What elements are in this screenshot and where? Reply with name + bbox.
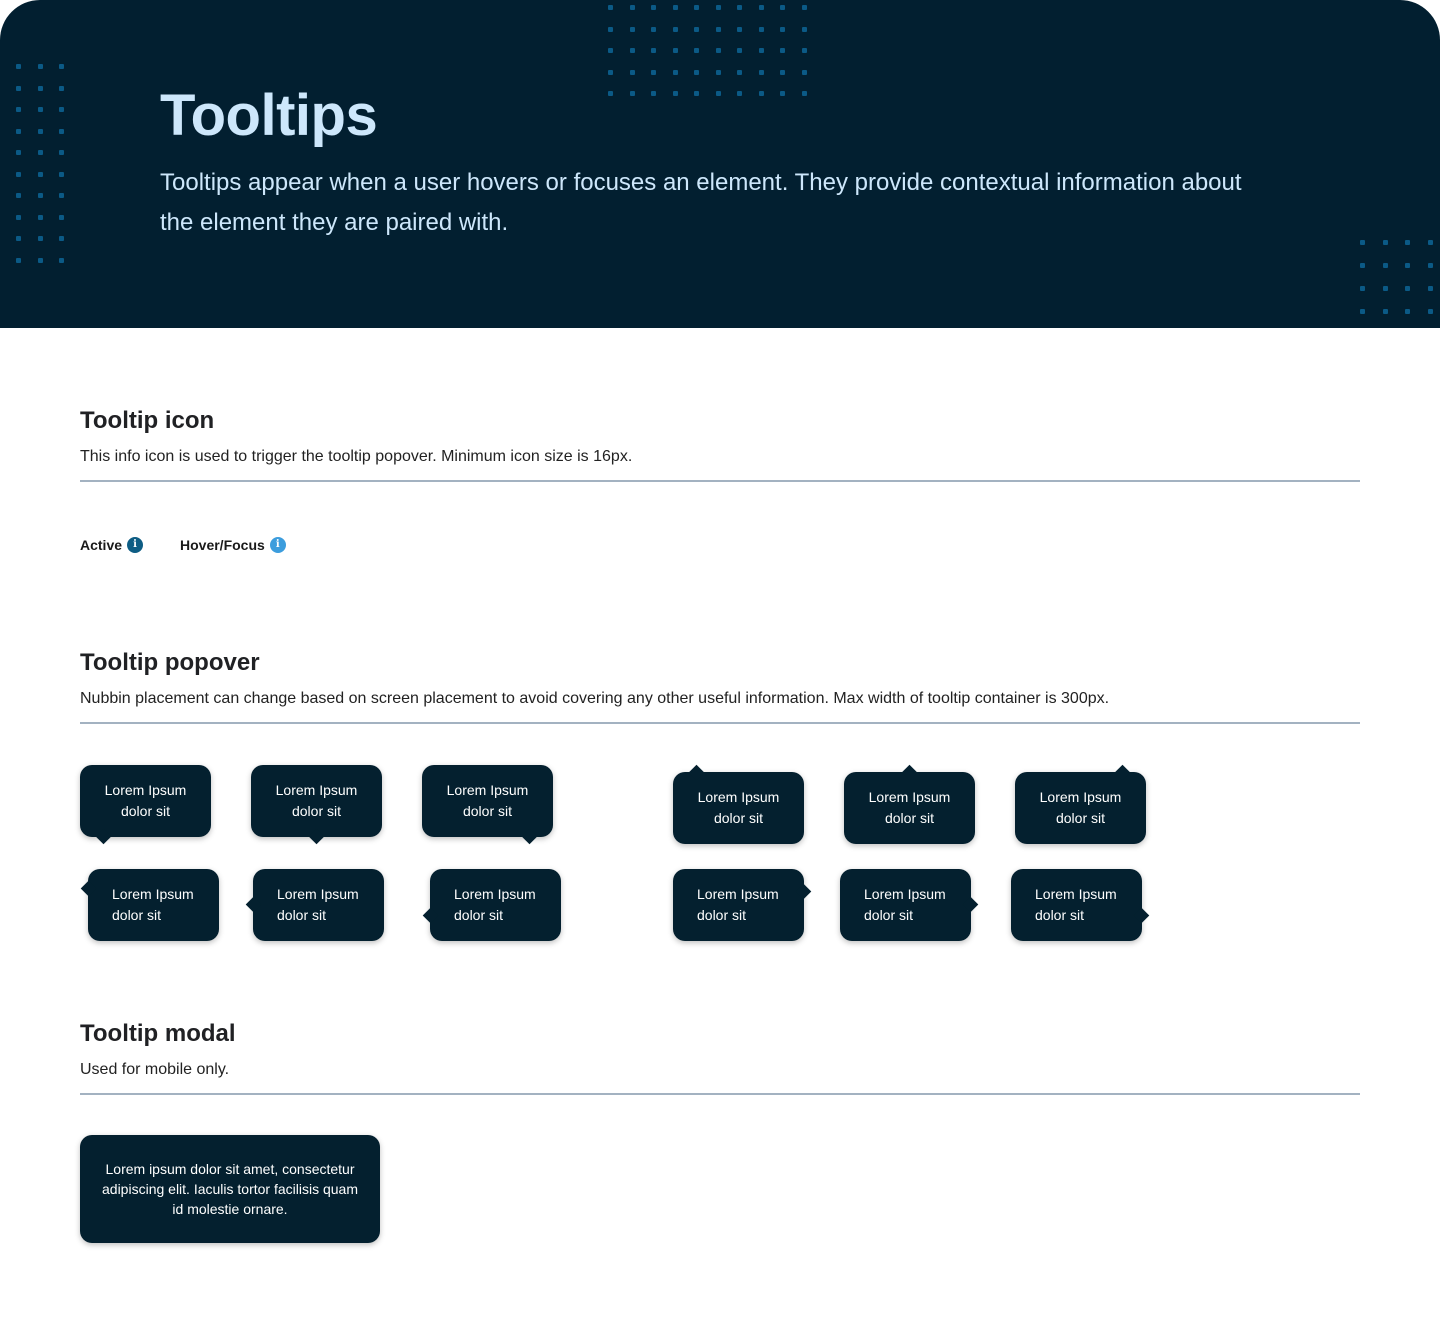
decorative-dot — [59, 86, 64, 91]
decorative-dot — [59, 150, 64, 155]
decorative-dot — [1405, 240, 1410, 245]
decorative-dot — [630, 27, 635, 32]
decorative-dot — [16, 258, 21, 263]
decorative-dot — [759, 27, 764, 32]
decorative-dot — [1405, 286, 1410, 291]
tooltip-line: dolor sit — [112, 907, 162, 923]
decorative-dot — [16, 107, 21, 112]
tooltip-modal-text: Lorem ipsum dolor sit amet, consectetur adipiscing elit. Iaculis tortor facilisis quam id molestie ornare. — [102, 1161, 358, 1217]
section-divider — [80, 1093, 1360, 1095]
decorative-dot — [651, 70, 656, 75]
tooltip-line: Lorem Ipsum — [864, 886, 946, 902]
decorative-dot — [630, 5, 635, 10]
tooltip-line: dolor sit — [291, 803, 342, 819]
tooltip-popover-top-center-nubbin — [844, 772, 975, 844]
decorative-dot — [630, 48, 635, 53]
decorative-dot — [759, 70, 764, 75]
decorative-dot — [780, 48, 785, 53]
section-divider — [80, 722, 1360, 724]
decorative-dot — [59, 193, 64, 198]
decorative-dot — [716, 27, 721, 32]
tooltip-modal-description: Used for mobile only. — [80, 1061, 230, 1078]
decorative-dot — [59, 172, 64, 177]
decorative-dot — [16, 86, 21, 91]
tooltip-popover-right-center-nubbin — [840, 869, 971, 941]
decorative-dot — [59, 215, 64, 220]
nubbin — [1134, 908, 1150, 924]
decorative-dot — [780, 91, 785, 96]
state-label: Hover/Focus — [180, 537, 265, 553]
decorative-dot — [1360, 263, 1365, 268]
decorative-dot — [694, 5, 699, 10]
tooltip-line: Lorem Ipsum — [697, 789, 780, 805]
decorative-dot — [737, 5, 742, 10]
decorative-dot — [38, 193, 43, 198]
decorative-dot — [59, 107, 64, 112]
decorative-dot — [737, 70, 742, 75]
tooltip-line: dolor sit — [1055, 810, 1106, 826]
decorative-dot — [38, 215, 43, 220]
nubbin — [963, 897, 979, 913]
info-icon[interactable]: i — [270, 537, 286, 553]
tooltip-line: dolor sit — [1035, 907, 1085, 923]
icon-state-active — [80, 537, 143, 553]
decorative-dot — [38, 236, 43, 241]
decorative-dot — [16, 236, 21, 241]
decorative-dot — [16, 172, 21, 177]
nubbin — [689, 765, 705, 781]
decorative-dot — [38, 86, 43, 91]
tooltip-popover-heading: Tooltip popover — [80, 649, 260, 676]
nubbin — [246, 897, 262, 913]
decorative-dot — [694, 48, 699, 53]
decorative-dot — [608, 27, 613, 32]
tooltip-line: Lorem Ipsum — [446, 782, 529, 798]
decorative-dot — [694, 70, 699, 75]
decorative-dot — [608, 91, 613, 96]
tooltip-popover-top-left-nubbin — [673, 772, 804, 844]
tooltip-line: dolor sit — [884, 810, 935, 826]
tooltip-popover-bottom-center-nubbin — [251, 765, 382, 837]
decorative-dot — [38, 107, 43, 112]
tooltip-popover-left-bottom-nubbin — [430, 869, 561, 941]
tooltip-line: Lorem Ipsum — [868, 789, 951, 805]
tooltip-modal — [80, 1135, 380, 1243]
tooltip-icon-description: This info icon is used to trigger the tooltip popover. Minimum icon size is 16px. — [80, 448, 633, 465]
hero-banner — [0, 0, 1440, 328]
nubbin — [96, 829, 112, 845]
decorative-dot — [1383, 286, 1388, 291]
decorative-dot — [608, 70, 613, 75]
tooltip-line: dolor sit — [713, 810, 764, 826]
decorative-dot — [651, 91, 656, 96]
decorative-dot — [38, 150, 43, 155]
tooltip-popover-bottom-right-nubbin — [422, 765, 553, 837]
nubbin — [309, 829, 325, 845]
decorative-dot — [608, 48, 613, 53]
decorative-dot — [16, 129, 21, 134]
decorative-dot — [1428, 240, 1433, 245]
decorative-dot — [802, 91, 807, 96]
decorative-dot — [673, 27, 678, 32]
nubbin — [423, 908, 439, 924]
decorative-dot — [759, 5, 764, 10]
decorative-dot — [1428, 309, 1433, 314]
nubbin — [902, 765, 918, 781]
decorative-dot — [16, 193, 21, 198]
decorative-dot — [16, 150, 21, 155]
tooltip-line: dolor sit — [864, 907, 914, 923]
decorative-dot — [802, 27, 807, 32]
tooltip-line: Lorem Ipsum — [1039, 789, 1122, 805]
decorative-dot — [673, 48, 678, 53]
decorative-dot — [673, 70, 678, 75]
decorative-dot — [673, 5, 678, 10]
decorative-dot — [38, 129, 43, 134]
decorative-dot — [780, 5, 785, 10]
tooltip-line: Lorem Ipsum — [454, 886, 536, 902]
nubbin — [796, 884, 812, 900]
decorative-dot — [1360, 240, 1365, 245]
decorative-dot — [1360, 309, 1365, 314]
tooltip-line: dolor sit — [697, 907, 747, 923]
tooltip-line: Lorem Ipsum — [277, 886, 359, 902]
decorative-dot — [694, 27, 699, 32]
decorative-dot — [38, 258, 43, 263]
decorative-dot — [630, 70, 635, 75]
page-title: Tooltips — [160, 83, 378, 148]
icon-state-hover-focus — [180, 537, 286, 553]
decorative-dot — [1383, 263, 1388, 268]
decorative-dot — [59, 129, 64, 134]
info-icon[interactable]: i — [127, 537, 143, 553]
decorative-dot — [1428, 286, 1433, 291]
tooltip-line: Lorem Ipsum — [112, 886, 194, 902]
decorative-dot — [1383, 240, 1388, 245]
page-description: Tooltips appear when a user hovers or focuses an element. They provide contextual information about the element they are paired with. — [160, 169, 1242, 236]
decorative-dot — [651, 48, 656, 53]
tooltip-modal-heading: Tooltip modal — [80, 1020, 236, 1047]
section-divider — [80, 480, 1360, 482]
decorative-dot — [694, 91, 699, 96]
decorative-dot — [716, 70, 721, 75]
decorative-dot — [1428, 263, 1433, 268]
decorative-dot — [38, 64, 43, 69]
tooltip-line: Lorem Ipsum — [1035, 886, 1117, 902]
decorative-dot — [16, 215, 21, 220]
decorative-dot — [608, 5, 613, 10]
decorative-dot — [16, 64, 21, 69]
decorative-dot — [673, 91, 678, 96]
tooltip-line: Lorem Ipsum — [697, 886, 779, 902]
tooltip-popover-left-top-nubbin — [88, 869, 219, 941]
nubbin — [81, 881, 97, 897]
decorative-dot-grid-right — [1360, 240, 1433, 314]
decorative-dot — [38, 172, 43, 177]
tooltip-line: dolor sit — [120, 803, 171, 819]
decorative-dot — [59, 64, 64, 69]
tooltip-popover-right-top-nubbin — [673, 869, 804, 941]
tooltip-line: dolor sit — [462, 803, 513, 819]
decorative-dot — [780, 27, 785, 32]
nubbin — [1115, 765, 1131, 781]
decorative-dot — [716, 5, 721, 10]
decorative-dot — [716, 91, 721, 96]
tooltip-popover-bottom-left-nubbin — [80, 765, 211, 837]
decorative-dot — [716, 48, 721, 53]
decorative-dot — [759, 48, 764, 53]
decorative-dot — [651, 27, 656, 32]
state-label: Active — [80, 537, 123, 553]
decorative-dot — [759, 91, 764, 96]
decorative-dot — [1405, 263, 1410, 268]
tooltip-line: dolor sit — [454, 907, 504, 923]
nubbin — [522, 829, 538, 845]
decorative-dot — [1383, 309, 1388, 314]
decorative-dot — [630, 91, 635, 96]
decorative-dot-grid-left — [16, 64, 64, 263]
tooltip-popover-description: Nubbin placement can change based on screen placement to avoid covering any other useful information. Max width of tooltip container is 300px. — [80, 690, 1110, 707]
decorative-dot — [802, 5, 807, 10]
decorative-dot — [1360, 286, 1365, 291]
tooltip-popover-top-right-nubbin — [1015, 772, 1146, 844]
decorative-dot — [1405, 309, 1410, 314]
tooltip-line: Lorem Ipsum — [104, 782, 187, 798]
decorative-dot-grid-top — [608, 5, 807, 96]
tooltip-line: dolor sit — [277, 907, 327, 923]
decorative-dot — [802, 70, 807, 75]
decorative-dot — [737, 91, 742, 96]
tooltip-popover-right-bottom-nubbin — [1011, 869, 1142, 941]
decorative-dot — [802, 48, 807, 53]
decorative-dot — [59, 236, 64, 241]
decorative-dot — [59, 258, 64, 263]
decorative-dot — [737, 27, 742, 32]
tooltip-popover-left-center-nubbin — [253, 869, 384, 941]
decorative-dot — [651, 5, 656, 10]
tooltip-line: Lorem Ipsum — [275, 782, 358, 798]
tooltip-icon-heading: Tooltip icon — [80, 407, 215, 434]
decorative-dot — [780, 70, 785, 75]
decorative-dot — [737, 48, 742, 53]
